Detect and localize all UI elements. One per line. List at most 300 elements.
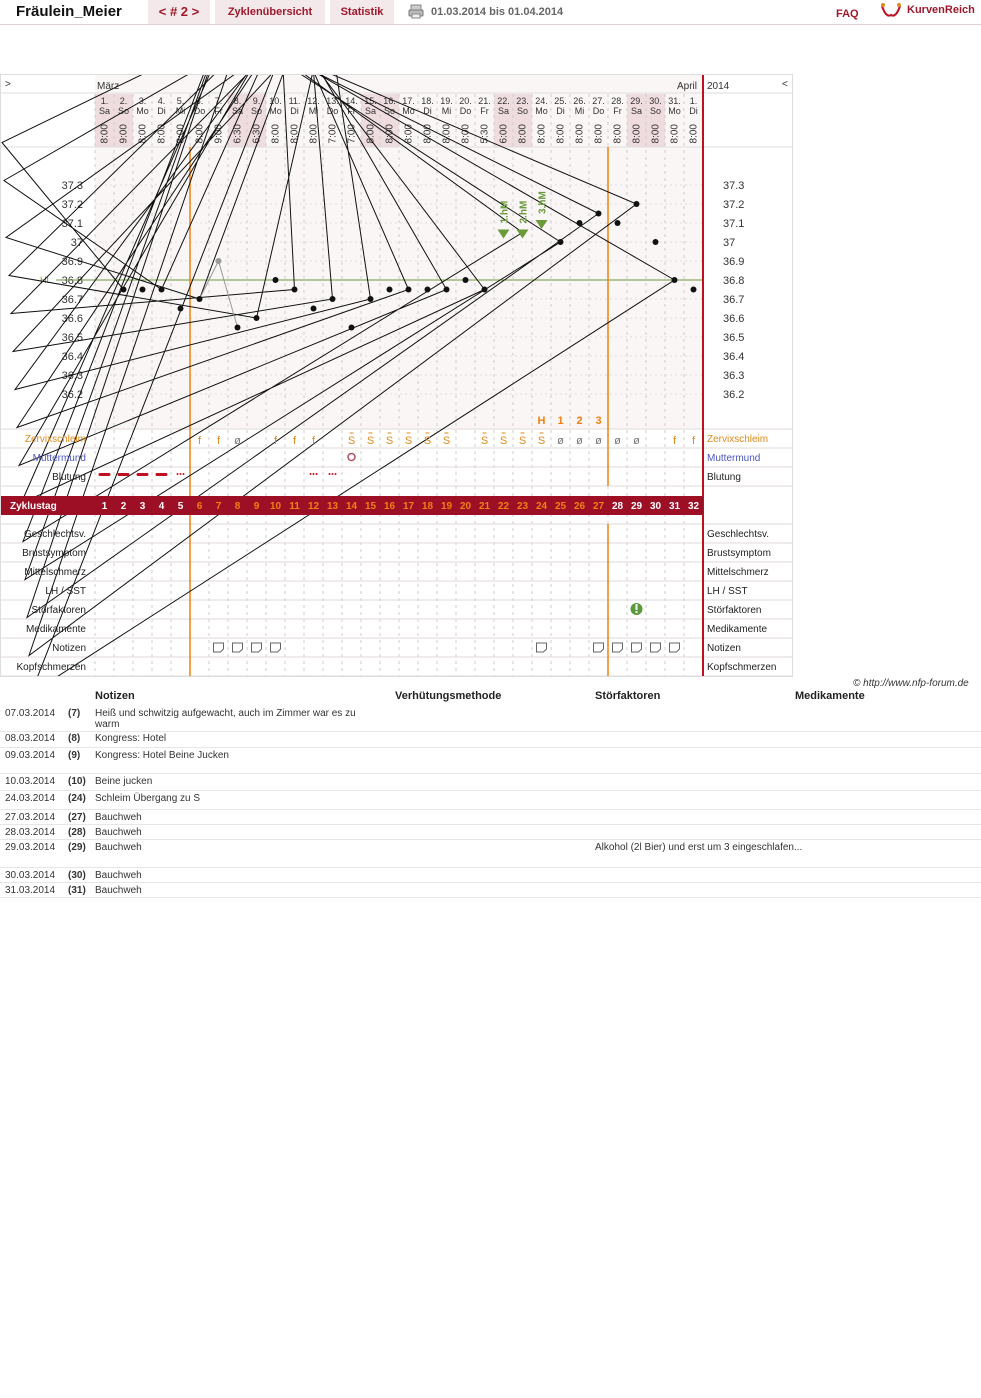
note-text: Schleim Übergang zu S: [95, 793, 201, 804]
temperature-point: [615, 220, 621, 226]
weekday-label: Fr: [214, 106, 223, 116]
row-label: Zervixschleim: [24, 434, 86, 445]
cervix-symbol: f: [672, 435, 677, 447]
username-title: Fräulein_Meier: [0, 0, 143, 24]
cycle-chart: [0, 74, 793, 677]
row-label-right: Mittelschmerz: [707, 567, 769, 578]
day-date-label: 9.: [252, 96, 261, 106]
measure-time-label: 8:00: [403, 124, 415, 144]
day-date-label: 16.: [383, 96, 396, 106]
measure-time-label: 8:00: [650, 124, 662, 144]
cycle-day-number: 24: [535, 501, 548, 512]
day-date-label: 1.: [100, 96, 109, 106]
measure-time-label: 8:00: [99, 124, 111, 144]
measure-time-label: 8:00: [612, 124, 624, 144]
cervix-symbol: f: [273, 435, 278, 447]
measure-time-label: 8:00: [536, 124, 548, 144]
bleeding-heavy-marker: [137, 473, 149, 476]
row-label: LH / SST: [45, 586, 86, 597]
temperature-point: [406, 287, 412, 293]
bleeding-heavy-marker: [156, 473, 168, 476]
temperature-point: [349, 325, 355, 331]
day-date-label: 21.: [478, 96, 491, 106]
weekday-label: Do: [592, 106, 605, 116]
copyright: © http://www.nfp-forum.de: [853, 678, 969, 689]
measure-time-label: 8:00: [422, 124, 434, 144]
month-label: März: [97, 81, 120, 92]
note-text: Beine jucken: [95, 776, 153, 787]
month-label: April: [677, 81, 698, 92]
notes-row: [0, 748, 981, 774]
note-icon: [252, 643, 262, 652]
cervix-symbol: S: [442, 435, 451, 447]
faq-link[interactable]: FAQ: [836, 8, 859, 20]
day-date-label: 8.: [233, 96, 242, 106]
cervix-symbol: f: [311, 435, 316, 447]
day-date-label: 12.: [307, 96, 320, 106]
measure-time-label: 8:00: [460, 124, 472, 144]
cervix-symbol: f: [216, 435, 221, 447]
note-text: Bauchweh: [95, 827, 142, 838]
notes-row: [0, 883, 981, 898]
bleeding-heavy-marker: [99, 473, 111, 476]
weekday-label: Fr: [480, 106, 489, 116]
note-day: (29): [68, 842, 86, 853]
tab-statistics[interactable]: Statistik: [330, 0, 394, 24]
bleeding-spot-marker: [332, 473, 334, 475]
cervix-symbol: S: [404, 435, 413, 447]
weekday-label: Sa: [497, 106, 510, 116]
measure-time-label: 5:30: [479, 124, 491, 144]
y-tick-label: 36.3: [61, 370, 83, 382]
y-tick-label-right: 37.3: [723, 180, 745, 192]
weekday-label: Mo: [136, 106, 149, 116]
measure-time-label: 8:00: [441, 124, 453, 144]
day-date-label: 15.: [364, 96, 377, 106]
y-tick-label: 37: [70, 237, 83, 249]
temperature-point: [292, 287, 298, 293]
note-day: (30): [68, 870, 86, 881]
note-icon: [594, 643, 604, 652]
weekday-label: Mo: [668, 106, 681, 116]
measure-time-label: 8:00: [156, 124, 168, 144]
measure-time-label: 8:00: [365, 124, 377, 144]
y-tick-label-right: 37.2: [723, 199, 745, 211]
y-tick-label: 36.5: [61, 332, 83, 344]
cycle-day-number: 29: [630, 501, 643, 512]
note-icon: [214, 643, 224, 652]
y-tick-label-right: 37: [723, 237, 736, 249]
measure-time-label: 6:30: [251, 124, 263, 144]
printer-icon[interactable]: [408, 4, 424, 19]
weekday-label: Mi: [441, 106, 452, 116]
y-tick-label: 36.6: [61, 313, 83, 325]
cervix-symbol: ø: [614, 435, 621, 447]
y-tick-label-right: 36.2: [723, 389, 745, 401]
cervix-symbol: S: [537, 435, 546, 447]
cervix-symbol: S: [480, 435, 489, 447]
cycle-nav[interactable]: < # 2 >: [148, 0, 210, 24]
bleeding-spot-marker: [177, 473, 179, 475]
notes-row: [0, 791, 981, 810]
notes-header-method: Verhütungsmethode: [395, 690, 502, 702]
temperature-point: [216, 258, 222, 264]
disturbance-icon-mark: [636, 604, 638, 610]
cervix-symbol: ø: [576, 435, 583, 447]
cycle-day-number: 23: [516, 501, 529, 512]
note-day: (28): [68, 827, 86, 838]
cycle-day-number: 26: [573, 501, 586, 512]
weekday-label: Mi: [574, 106, 585, 116]
weekday-label: Sa: [231, 106, 244, 116]
y-tick-label: 36.4: [61, 351, 83, 363]
temperature-point: [121, 287, 127, 293]
note-day: (7): [68, 708, 81, 719]
note-factor: Alkohol (2l Bier) und erst um 3 eingeschlafen...: [595, 842, 803, 853]
note-day: (9): [68, 750, 81, 761]
day-date-label: 19.: [440, 96, 453, 106]
bleeding-spot-marker: [310, 473, 312, 475]
cervix-symbol: ø: [595, 435, 602, 447]
tab-cycle-overview[interactable]: Zyklenübersicht: [215, 0, 325, 24]
y-tick-label-right: 36.8: [723, 275, 745, 287]
day-date-label: 23.: [516, 96, 529, 106]
temperature-point: [463, 277, 469, 283]
notes-header-meds: Medikamente: [795, 690, 865, 702]
day-date-label: 3.: [138, 96, 147, 106]
y-tick-label-right: 36.5: [723, 332, 745, 344]
peak-day-label: H: [537, 415, 546, 427]
note-day: (8): [68, 733, 81, 744]
temperature-point: [577, 220, 583, 226]
day-date-label: 2.: [119, 96, 128, 106]
cycle-day-number: 18: [421, 501, 434, 512]
temperature-point: [330, 296, 336, 302]
cervix-symbol: S: [499, 435, 508, 447]
note-date: 10.03.2014: [5, 776, 56, 787]
note-text: Kongress: Hotel Beine Jucken: [95, 750, 229, 761]
cycle-day-number: 28: [611, 501, 624, 512]
note-day: (10): [68, 776, 86, 787]
note-day: (24): [68, 793, 86, 804]
cervix-symbol: ø: [557, 435, 564, 447]
coverline-label: HL: [40, 275, 52, 285]
row-label: Kopfschmerzen: [16, 662, 86, 673]
row-label-right: Blutung: [707, 472, 741, 483]
day-date-label: 7.: [214, 96, 223, 106]
y-tick-label-right: 36.9: [723, 256, 745, 268]
cycle-day-number: 5: [177, 501, 184, 512]
row-label-right: Muttermund: [707, 453, 761, 464]
measure-time-label: 8:00: [688, 124, 700, 144]
measure-time-label: 8:00: [593, 124, 605, 144]
cycle-day-number: 1: [101, 501, 108, 512]
note-icon: [613, 643, 623, 652]
measure-time-label: 8:00: [669, 124, 681, 144]
measure-time-label: 7:00: [346, 124, 358, 144]
row-label: Störfaktoren: [31, 605, 86, 616]
measure-time-label: 8:00: [289, 124, 301, 144]
temperature-point: [273, 277, 279, 283]
note-date: 31.03.2014: [5, 885, 56, 896]
row-label: Notizen: [52, 643, 86, 654]
note-date: 09.03.2014: [5, 750, 56, 761]
cycle-day-number: 17: [402, 501, 415, 512]
measure-time-label: 6:30: [232, 124, 244, 144]
day-date-label: 18.: [421, 96, 434, 106]
note-date: 07.03.2014: [5, 708, 56, 719]
cycle-day-number: 32: [687, 501, 700, 512]
notes-row: [0, 840, 981, 868]
weekday-label: Do: [459, 106, 472, 116]
cervix-symbol: ø: [234, 435, 241, 447]
cycle-chart-svg: [1, 75, 792, 676]
weekday-label: Do: [193, 106, 206, 116]
cycle-day-number: 3: [139, 501, 146, 512]
temperature-point: [444, 287, 450, 293]
temperature-point: [558, 239, 564, 245]
bleeding-spot-marker: [313, 473, 315, 475]
cycle-day-number: 22: [497, 501, 510, 512]
cycle-day-number: 16: [383, 501, 396, 512]
notes-row: [0, 774, 981, 791]
peak-day-label: 2: [576, 415, 583, 427]
weekday-label: Fr: [347, 106, 356, 116]
weekday-label: So: [383, 106, 396, 116]
nav-left-icon: >: [5, 79, 11, 90]
weekday-label: Mi: [175, 106, 186, 116]
row-label: Blutung: [52, 472, 86, 483]
cycle-day-number: 11: [289, 501, 300, 512]
note-text: Heiß und schwitzig aufgewacht, auch im Zimmer war es zu warm: [95, 708, 356, 730]
day-date-label: 28.: [611, 96, 624, 106]
row-label-right: Störfaktoren: [707, 605, 762, 616]
day-date-label: 25.: [554, 96, 567, 106]
disturbance-icon-dot: [636, 611, 638, 613]
date-range: 01.03.2014 bis 01.04.2014: [431, 6, 564, 18]
temperature-point: [387, 287, 393, 293]
cervix-symbol: S: [347, 435, 356, 447]
day-date-label: 13.: [326, 96, 339, 106]
cycle-day-number: 21: [478, 501, 491, 512]
cycle-day-number: 9: [253, 501, 260, 512]
note-icon: [537, 643, 547, 652]
note-icon: [233, 643, 243, 652]
measure-time-label: 8:00: [631, 124, 643, 144]
cervix-symbol: ø: [633, 435, 640, 447]
cycle-day-number: 10: [269, 501, 282, 512]
day-date-label: 30.: [649, 96, 662, 106]
measure-time-label: 8:00: [574, 124, 586, 144]
cycle-day-number: 15: [364, 501, 377, 512]
bleeding-heavy-marker: [118, 473, 130, 476]
cycle-day-number: 6: [196, 501, 203, 512]
temperature-point: [178, 306, 184, 312]
measure-time-label: 8:00: [555, 124, 567, 144]
row-label-right: Kopfschmerzen: [707, 662, 777, 673]
brand-name[interactable]: KurvenReich: [907, 4, 975, 16]
temperature-point: [596, 211, 602, 217]
note-icon: [271, 643, 281, 652]
note-day: (31): [68, 885, 86, 896]
peak-day-label: 3: [595, 415, 602, 427]
day-date-label: 26.: [573, 96, 586, 106]
note-date: 30.03.2014: [5, 870, 56, 881]
note-icon: [651, 643, 661, 652]
note-text: Bauchweh: [95, 885, 142, 896]
cycle-day-number: 13: [326, 501, 339, 512]
cervix-symbol: S: [366, 435, 375, 447]
bleeding-spot-marker: [329, 473, 331, 475]
temperature-point: [425, 287, 431, 293]
day-date-label: 20.: [459, 96, 472, 106]
cervix-symbol: f: [197, 435, 202, 447]
bleeding-spot-marker: [316, 473, 318, 475]
row-label: Medikamente: [25, 624, 86, 635]
year-label: 2014: [707, 81, 730, 92]
cycle-day-number: 27: [592, 501, 605, 512]
weekday-label: Sa: [364, 106, 377, 116]
cycle-day-number: 4: [158, 501, 165, 512]
notes-row: [0, 810, 981, 825]
temperature-point: [482, 287, 488, 293]
cycle-day-number: 19: [440, 501, 453, 512]
weekday-label: So: [117, 106, 130, 116]
y-tick-label: 37.3: [61, 180, 83, 192]
temperature-point: [159, 287, 165, 293]
temperature-point: [634, 201, 640, 207]
bleeding-spot-marker: [180, 473, 182, 475]
note-text: Bauchweh: [95, 870, 142, 881]
brand-logo-icon: [880, 2, 902, 20]
day-date-label: 17.: [402, 96, 415, 106]
y-tick-label: 36.8: [61, 275, 83, 287]
weekday-label: Mo: [269, 106, 282, 116]
y-tick-label-right: 36.6: [723, 313, 745, 325]
cycle-day-number: 8: [234, 501, 241, 512]
y-tick-label-right: 37.1: [723, 218, 745, 230]
notes-row: [0, 825, 981, 840]
measure-time-label: 8:00: [384, 124, 396, 144]
day-date-label: 27.: [592, 96, 605, 106]
cycle-day-number: 12: [307, 501, 320, 512]
weekday-label: Sa: [630, 106, 643, 116]
note-text: Kongress: Hotel: [95, 733, 167, 744]
weekday-label: Di: [423, 106, 432, 116]
note-icon: [670, 643, 680, 652]
row-label: Muttermund: [32, 453, 86, 464]
nav-right-icon: <: [782, 79, 788, 90]
day-date-label: 6.: [195, 96, 204, 106]
note-date: 24.03.2014: [5, 793, 56, 804]
row-label-right: Zervixschleim: [707, 434, 769, 445]
measure-time-label: 8:00: [194, 124, 206, 144]
weekday-label: Fr: [613, 106, 622, 116]
row-label-right: LH / SST: [707, 586, 748, 597]
note-day: (27): [68, 812, 86, 823]
weekday-label: Do: [326, 106, 339, 116]
temperature-point: [691, 287, 697, 293]
notes-header-notes: Notizen: [95, 690, 135, 702]
y-tick-label: 36.7: [61, 294, 83, 306]
temperature-point: [197, 296, 203, 302]
cycle-day-number: 31: [668, 501, 681, 512]
higher-measurement-label: 3.hM: [537, 191, 549, 214]
note-date: 27.03.2014: [5, 812, 56, 823]
measure-time-label: 9:00: [213, 124, 225, 144]
notes-header-factors: Störfaktoren: [595, 690, 661, 702]
day-date-label: 1.: [689, 96, 698, 106]
day-date-label: 24.: [535, 96, 548, 106]
peak-day-label: 1: [557, 415, 564, 427]
row-label: Mittelschmerz: [24, 567, 86, 578]
note-text: Bauchweh: [95, 812, 142, 823]
weekday-label: Di: [689, 106, 698, 116]
higher-measurement-label: 2.hM: [518, 200, 530, 224]
temperature-point: [235, 325, 241, 331]
weekday-label: Mo: [535, 106, 548, 116]
measure-time-label: 7:00: [327, 124, 339, 144]
weekday-label: Sa: [98, 106, 111, 116]
bleeding-spot-marker: [183, 473, 185, 475]
day-date-label: 5.: [176, 96, 185, 106]
temperature-point: [672, 277, 678, 283]
temperature-point: [653, 239, 659, 245]
day-date-label: 4.: [157, 96, 166, 106]
weekday-label: Di: [556, 106, 565, 116]
measure-time-label: 6:00: [498, 124, 510, 144]
cycle-day-number: 25: [554, 501, 567, 512]
day-date-label: 14.: [345, 96, 358, 106]
cycle-day-number: 30: [649, 501, 662, 512]
notes-row: [0, 731, 981, 748]
cycle-day-number: 20: [459, 501, 472, 512]
day-date-label: 10.: [269, 96, 282, 106]
note-date: 28.03.2014: [5, 827, 56, 838]
weekday-label: Di: [290, 106, 299, 116]
cervix-symbol: f: [292, 435, 297, 447]
row-label-right: Brustsymptom: [707, 548, 771, 559]
top-bar: [0, 0, 981, 25]
temperature-point: [311, 306, 317, 312]
y-tick-label-right: 36.7: [723, 294, 745, 306]
note-icon: [632, 643, 642, 652]
measure-time-label: 9:00: [118, 124, 130, 144]
bleeding-spot-marker: [335, 473, 337, 475]
measure-time-label: 8:00: [308, 124, 320, 144]
higher-measurement-label: 1.hM: [499, 200, 511, 224]
cervix-symbol: f: [691, 435, 696, 447]
y-tick-label: 37.2: [61, 199, 83, 211]
cycle-day-number: 2: [120, 501, 127, 512]
weekday-label: So: [250, 106, 263, 116]
temperature-point: [254, 315, 260, 321]
day-date-label: 11.: [288, 96, 301, 106]
day-date-label: 31.: [668, 96, 681, 106]
measure-time-label: 8:00: [137, 124, 149, 144]
y-tick-label: 36.2: [61, 389, 83, 401]
weekday-label: So: [516, 106, 529, 116]
y-tick-label: 36.9: [61, 256, 83, 268]
day-date-label: 22.: [497, 96, 510, 106]
measure-time-label: 8:00: [270, 124, 282, 144]
note-date: 08.03.2014: [5, 733, 56, 744]
y-tick-label-right: 36.3: [723, 370, 745, 382]
notes-row: [0, 868, 981, 883]
row-label-right: Notizen: [707, 643, 741, 654]
weekday-label: Mo: [402, 106, 415, 116]
cycle-day-label: Zyklustag: [10, 501, 57, 512]
